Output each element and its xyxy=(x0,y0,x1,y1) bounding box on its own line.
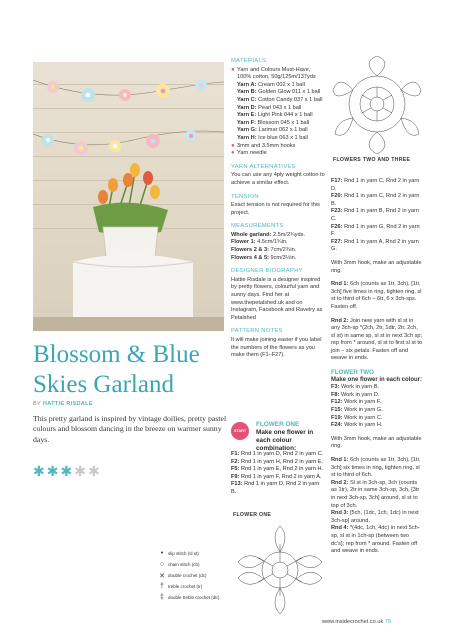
list-item: Yarn A: Cream 002 x 1 ball xyxy=(237,81,305,88)
list-item: F12: Work in yarn F. xyxy=(331,399,382,406)
stitch-key xyxy=(156,548,220,603)
list-item: Rnd 1: 6ch (counts as 1tr, 3ch), [1tr, 3ch] six times in ring, tighten ring, sl st to third of 6ch. xyxy=(331,457,421,479)
list-item: F2: Rnd 1 in yarn H, Rnd 2 in yarn E. xyxy=(231,458,324,465)
list-item: Whole garland: 2.5m/2¾yds. xyxy=(231,231,305,238)
key-label: chain stitch (ch) xyxy=(168,562,200,567)
byline xyxy=(33,401,93,407)
page-title: Blossom & Blue Skies Garland xyxy=(33,341,200,398)
flower-one-diagram-label: FLOWER ONE xyxy=(233,512,272,518)
list-item: Yarn E: Light Pink 044 x 1 ball xyxy=(237,112,313,119)
key-row xyxy=(156,592,220,603)
instructions-column xyxy=(331,178,423,556)
flower-two-list xyxy=(331,384,423,430)
byline-prefix: BY xyxy=(33,401,41,407)
list-item: Yarn D: Pearl 043 x 1 ball xyxy=(237,104,302,111)
key-label: slip stitch (sl st) xyxy=(168,551,199,556)
garland-photo xyxy=(33,62,224,331)
measurements-heading: MEASUREMENTS xyxy=(231,223,284,230)
double-treble-symbol-icon: ‡ xyxy=(160,594,164,601)
double-crochet-symbol-icon: ✕ xyxy=(159,572,165,580)
byline-author: HATTIE RISDALE xyxy=(42,401,93,407)
flowers-two-three-diagram xyxy=(331,56,423,154)
key-label: double crochet (dc) xyxy=(168,573,207,578)
list-item: F19: Work in yarn C. xyxy=(331,414,383,421)
flower-one-header xyxy=(256,421,326,453)
flower-two-rounds xyxy=(331,457,423,556)
materials-column xyxy=(231,58,326,366)
list-item: F26: Rnd 1 in yarn G, Rnd 2 in yarn F. xyxy=(331,223,420,238)
materials-heading: MATERIALS xyxy=(231,58,267,64)
tension-text: Exact tension is not required for this project. xyxy=(231,202,320,216)
flower-two-intro: With 3mm hook, make an adjustable ring. xyxy=(331,435,422,450)
list-item: F17: Rnd 1 in yarn C, Rnd 2 in yarn D. xyxy=(331,178,420,192)
tension-heading: TENSION xyxy=(231,193,259,200)
flower-one-list-continued xyxy=(331,178,423,254)
method-rnd2: Rnd 2: Join new yarn with sl st in any 3ch-sp *(2ch, 2tr, 1dtr, 2tr, 2ch, sl st) in same sp, sl st in next 3ch sp; rep from * around, sl st to first sl st to join – six petals. Fasten off and weave in ends. xyxy=(331,317,423,362)
list-item: F13: Rnd 1 in yarn D, Rnd 2 in yarn B. xyxy=(231,481,320,495)
flower-two-subheading: Make one flower in each colour: xyxy=(331,376,423,383)
list-item: F8: Work in yarn D. xyxy=(331,391,380,398)
key-row xyxy=(156,581,220,592)
list-item: Rnd 3: [5ch, (1dc, 1ch, 1dc) in next 3ch-sp] around. xyxy=(331,510,419,524)
list-item: Yarn B: Golden Glow 011 x 1 ball xyxy=(237,89,321,96)
key-row xyxy=(156,559,220,570)
method-rnd1: Rnd 1: 6ch (counts as 1tr, 3ch), [1tr, 3ch] five times in ring, tighten ring, sl st to third of 6ch – 6tr, 6 x 3ch-sps. Fasten off. xyxy=(331,281,422,310)
list-item: Yarn F: Blossom 045 x 1 ball xyxy=(237,119,310,126)
list-item: F20: Rnd 1 in yarn C, Rnd 2 in yarn B. xyxy=(331,193,420,207)
key-row xyxy=(156,570,220,581)
intro-text: This pretty garland is inspired by vintage doilies, pretty pastel colours and blossom dancing in the breeze on warmer sunny days. xyxy=(33,414,227,444)
star-filled-icon: ✱ xyxy=(46,463,61,479)
chain-stitch-symbol-icon: ○ xyxy=(159,561,165,568)
star-filled-icon: ✱ xyxy=(33,463,47,479)
key-label: double treble crochet (dtr) xyxy=(168,595,220,600)
flower-one-subheading: Make one flower in each colour combination: xyxy=(256,429,314,452)
list-item: F3: Work in yarn B. xyxy=(331,384,380,391)
list-item: Yarn G: Larimar 062 x 1 ball xyxy=(237,127,308,134)
footer-url[interactable]: www.insidecrochet.co.uk xyxy=(322,619,384,625)
list-item: Flower 1: 4.5cm/1¾in. xyxy=(231,239,288,246)
bullet-icon: ● xyxy=(231,66,235,73)
yarn-alternatives-heading: YARN ALTERNATIVES xyxy=(231,163,296,170)
list-item: F1: Rnd 1 in yarn D, Rnd 2 in yarn C. xyxy=(231,451,324,457)
list-item: ● 3mm and 3.5mm hooks xyxy=(231,142,296,149)
bullet-icon: ● xyxy=(231,150,235,157)
flowers-two-three-diagram-label: FLOWERS TWO AND THREE xyxy=(333,157,411,163)
yarn-alternatives-text: You can use any 4ply weight cotton to achieve a similar effect. xyxy=(231,172,325,186)
list-item: Yarn C: Cotton Candy 037 x 1 ball xyxy=(237,96,323,103)
list-item: F27: Rnd 1 in yarn A, Rnd 2 in yarn G. xyxy=(331,238,419,253)
pattern-notes-heading: PATTERN NOTES xyxy=(231,328,283,335)
star-filled-icon: ✱ xyxy=(60,463,75,479)
list-item: F23: Rnd 1 in yarn B, Rnd 2 in yarn C. xyxy=(331,208,420,222)
list-item: F9: Rnd 1 in yarn F, Rnd 2 in yarn A. xyxy=(231,473,322,480)
list-item: Yarn H: Ice blue 063 x 1 ball xyxy=(237,134,308,141)
list-item: ● Yarn needle xyxy=(231,150,267,157)
list-item: ● Yarn and Colours Must-Have, 100% cotton, 50g/125m/137yds xyxy=(231,66,316,81)
key-label: treble crochet (tr) xyxy=(168,584,203,589)
key-row xyxy=(156,548,220,559)
measurements-list xyxy=(231,232,326,262)
designer-heading: DESIGNER BIOGRAPHY xyxy=(231,268,303,275)
star-empty-icon: ✱ xyxy=(87,463,102,479)
start-badge: START xyxy=(231,422,249,440)
flower-one-heading: FLOWER ONE xyxy=(256,421,300,428)
method-intro: With 3mm hook, make an adjustable ring. xyxy=(331,259,422,274)
difficulty-rating xyxy=(33,463,102,480)
list-item: Flowers 2 & 3: 7cm/2¾in. xyxy=(231,247,297,254)
bullet-icon: ● xyxy=(231,142,235,149)
pattern-notes-text: It will make joining easier if you label the numbers of the flowers as you make them (F1–F27). xyxy=(231,337,322,359)
list-item: F15: Work in yarn G. xyxy=(331,407,383,414)
treble-crochet-symbol-icon: † xyxy=(160,583,164,590)
star-empty-icon: ✱ xyxy=(74,463,88,479)
list-item: Rnd 2: Sl st in 3ch-sp, 3ch (counts as 1tr), 2tr in same 3ch-sp, 3ch, [3tr in next 3ch-sp, 3ch] around, sl st to top of 3ch. xyxy=(331,479,420,509)
designer-text: Hattie Risdale is a designer inspired by pretty flowers, colourful yarn and sunny days. Find her at www.thepetalshed.uk and on Instagram, Facebook and Ravelry as Petalshed xyxy=(231,276,323,321)
flower-one-diagram xyxy=(232,522,328,618)
list-item: F24: Work in yarn H. xyxy=(331,422,383,429)
page-footer xyxy=(322,619,391,625)
list-item: Flowers 4 & 5: 9cm/3½in. xyxy=(231,254,297,261)
list-item: Rnd 4: *(4dc, 1ch, 4dc) in next 5ch-sp, sl st in 1ch-sp (between two dc's); rep from * around. Fasten off and weave in ends. xyxy=(331,525,420,555)
garland-string-drawing xyxy=(33,62,224,331)
flower-two-heading: FLOWER TWO xyxy=(331,369,374,377)
yarn-list xyxy=(231,82,326,143)
list-item: F5: Rnd 1 in yarn E, Rnd 2 in yarn H. xyxy=(231,466,324,473)
flower-one-list xyxy=(231,451,326,497)
slip-stitch-symbol-icon: • xyxy=(160,550,164,557)
page-number: 79 xyxy=(384,619,392,625)
